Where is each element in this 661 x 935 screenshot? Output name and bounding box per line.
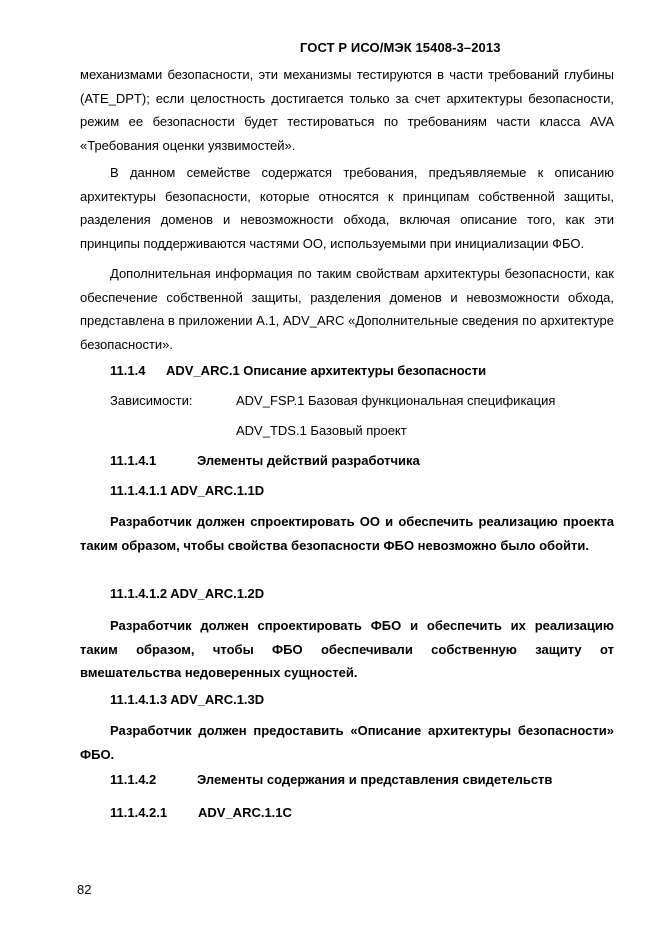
paragraph-5: Разработчик должен спроектировать ФБО и обеспечить их реализацию таким образом, чтобы ФБО обеспечивали собственную защиту от вмешательства недоверенных сущностей. <box>80 618 614 681</box>
section-11-1-4-1-1: 11.1.4.1.1 ADV_ARC.1.1D <box>110 483 265 498</box>
paragraph-6: Разработчик должен предоставить «Описание архитектуры безопасности» ФБО. <box>80 723 614 762</box>
section-11-1-4-number: 11.1.4 <box>110 363 146 378</box>
section-11-1-4-2-1-title: ADV_ARC.1.1C <box>198 805 292 820</box>
section-11-1-4-1-3: 11.1.4.1.3 ADV_ARC.1.3D <box>110 692 265 707</box>
section-11-1-4-1-number: 11.1.4.1 <box>110 453 157 468</box>
section-11-1-4-title: ADV_ARC.1 Описание архитектуры безопасности <box>166 363 487 378</box>
section-11-1-4-2-1-number: 11.1.4.2.1 <box>110 805 168 820</box>
document-header: ГОСТ Р ИСО/МЭК 15408-3–2013 <box>300 40 501 55</box>
paragraph-4: Разработчик должен спроектировать ОО и обеспечить реализацию проекта таким образом, чтобы свойства безопасности ФБО невозможно было обойти. <box>80 514 614 553</box>
section-11-1-4-1-2: 11.1.4.1.2 ADV_ARC.1.2D <box>110 586 265 601</box>
section-11-1-4-2-title: Элементы содержания и представления свидетельств <box>197 772 553 787</box>
dependencies-label: Зависимости: <box>110 393 193 408</box>
paragraph-2: В данном семействе содержатся требования, предъявляемые к описанию архитектуры безопасности, которые относятся к принципам собственной защиты, разделения доменов и невозможности обхода, включая описание того, как эти принципы поддерживаются частями ОО, используемыми при инициализации ФБО. <box>80 165 614 251</box>
paragraph-3: Дополнительная информация по таким свойствам архитектуры безопасности, как обеспечение собственной защиты, разделения доменов и невозможности обхода, представлена в приложении А.1, ADV_ARC «Дополнительные сведения по архитектуре безопасности». <box>80 266 614 352</box>
section-11-1-4-1-title: Элементы действий разработчика <box>197 453 420 468</box>
dependency-1: ADV_FSP.1 Базовая функциональная спецификация <box>236 393 556 408</box>
page-number: 82 <box>77 882 92 897</box>
dependency-2: ADV_TDS.1 Базовый проект <box>236 423 407 438</box>
section-11-1-4-2-number: 11.1.4.2 <box>110 772 157 787</box>
paragraph-1: механизмами безопасности, эти механизмы тестируются в части требований глубины (ATE_DPT); если целостность достигается только за счет архитектуры безопасности, режим ее безопасности будет тестироваться по требованиям части класса AVA «Требования оценки уязвимостей». <box>80 67 614 153</box>
